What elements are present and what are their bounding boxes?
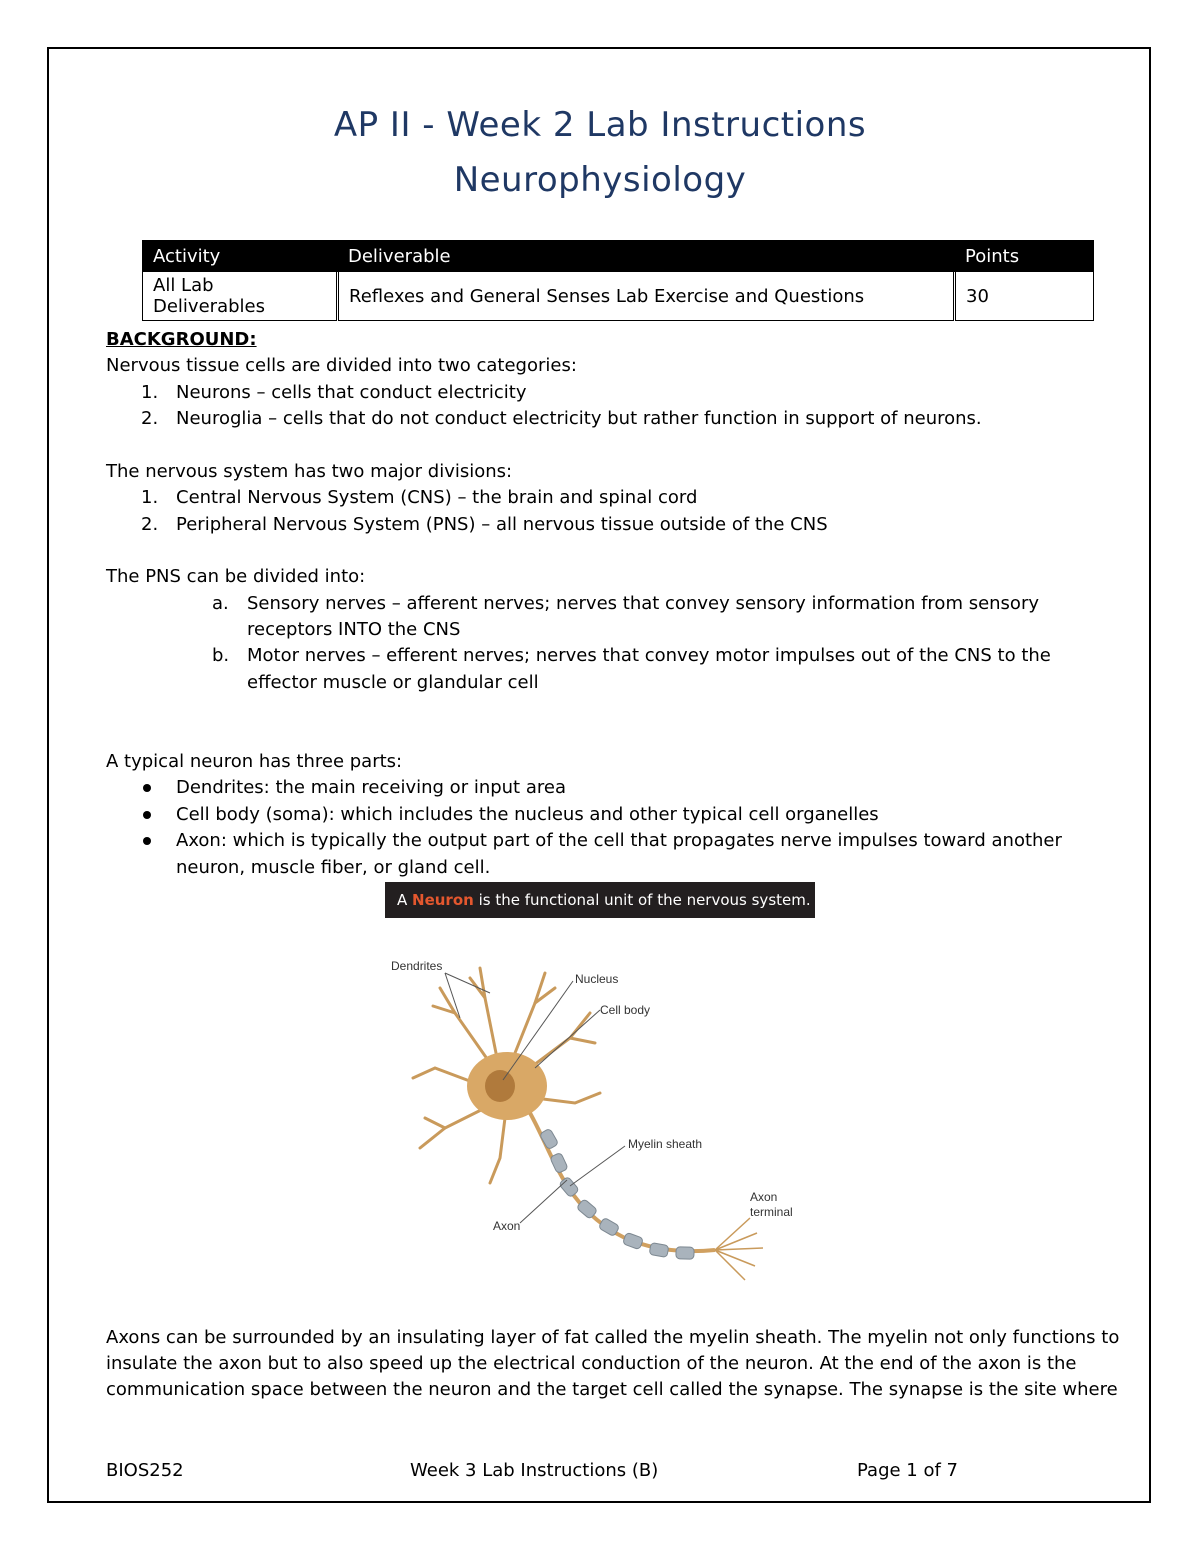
label-dendrites: Dendrites xyxy=(391,959,443,973)
list-item-continuation: effector muscle or glandular cell xyxy=(247,672,539,693)
list-item: Dendrites: the main receiving or input area xyxy=(176,777,566,798)
list-item: Sensory nerves – afferent nerves; nerves that convey sensory information from sensory xyxy=(247,593,1039,614)
list-marker: 2. xyxy=(141,408,159,429)
label-axon-terminal-1: Axon xyxy=(750,1190,778,1204)
list-item: Central Nervous System (CNS) – the brain and spinal cord xyxy=(176,487,698,508)
column-header: Activity xyxy=(143,241,338,272)
deliverables-table xyxy=(142,240,1094,321)
table-cell: All Lab Deliverables xyxy=(143,272,338,321)
closing-line: communication space between the neuron and the target cell called the synapse. The synapse is the site where xyxy=(106,1379,1118,1400)
axon-shape xyxy=(530,1113,715,1251)
banner-highlight: Neuron xyxy=(412,891,474,909)
closing-line: Axons can be surrounded by an insulating layer of fat called the myelin sheath. The myelin not only functions to xyxy=(106,1327,1120,1348)
list-item: Axon: which is typically the output part of the cell that propagates nerve impulses toward another xyxy=(176,830,1062,851)
table-cell: 30 xyxy=(955,272,1094,321)
footer-page: Page 1 of 7 xyxy=(857,1460,958,1481)
footer-center: Week 3 Lab Instructions (B) xyxy=(410,1460,659,1481)
list-item-continuation: receptors INTO the CNS xyxy=(247,619,461,640)
list-marker: 1. xyxy=(141,487,159,508)
page-subtitle: Neurophysiology xyxy=(453,160,747,200)
closing-line: insulate the axon but to also speed up the electrical conduction of the neuron. At the end of the axon is the xyxy=(106,1353,1077,1374)
background-heading: BACKGROUND: xyxy=(106,329,257,350)
list-item: Motor nerves – efferent nerves; nerves that convey motor impulses out of the CNS to the xyxy=(247,645,1051,666)
neuron-figure xyxy=(385,882,815,1292)
neuron-intro: A typical neuron has three parts: xyxy=(106,751,403,772)
label-nucleus: Nucleus xyxy=(575,972,619,986)
divisions-intro: The nervous system has two major divisions: xyxy=(106,461,513,482)
list-marker: b. xyxy=(212,645,230,666)
table-cell: Reflexes and General Senses Lab Exercise and Questions xyxy=(338,272,955,321)
page-title: AP II - Week 2 Lab Instructions xyxy=(333,105,867,145)
column-header: Points xyxy=(955,241,1094,272)
label-axon-terminal-2: terminal xyxy=(750,1205,793,1219)
list-marker: a. xyxy=(212,593,229,614)
neuron-diagram xyxy=(385,918,815,1292)
figure-banner xyxy=(385,882,815,918)
list-item: Peripheral Nervous System (PNS) – all nervous tissue outside of the CNS xyxy=(176,514,828,535)
column-header: Deliverable xyxy=(338,241,955,272)
pns-intro: The PNS can be divided into: xyxy=(106,566,366,587)
label-cell-body: Cell body xyxy=(600,1003,651,1017)
list-item-continuation: neuron, muscle fiber, or gland cell. xyxy=(176,857,491,878)
bullet-icon xyxy=(143,811,151,819)
list-item: Cell body (soma): which includes the nucleus and other typical cell organelles xyxy=(176,804,879,825)
list-marker: 2. xyxy=(141,514,159,535)
table-row xyxy=(143,272,1094,321)
list-marker: 1. xyxy=(141,382,159,403)
cells-intro: Nervous tissue cells are divided into two categories: xyxy=(106,355,577,376)
list-item: Neuroglia – cells that do not conduct electricity but rather function in support of neurons. xyxy=(176,408,982,429)
nucleus-shape xyxy=(485,1070,515,1102)
banner-text-post: is the functional unit of the nervous system. xyxy=(473,891,811,909)
bullet-icon xyxy=(143,837,151,845)
label-axon: Axon xyxy=(493,1219,521,1233)
label-myelin-sheath: Myelin sheath xyxy=(628,1137,703,1151)
bullet-icon xyxy=(143,784,151,792)
table-header-row xyxy=(143,241,1094,272)
axon-terminal-drawing xyxy=(715,1218,763,1280)
list-item: Neurons – cells that conduct electricity xyxy=(176,382,527,403)
footer-course: BIOS252 xyxy=(106,1460,184,1481)
banner-text-pre: A xyxy=(397,891,413,909)
